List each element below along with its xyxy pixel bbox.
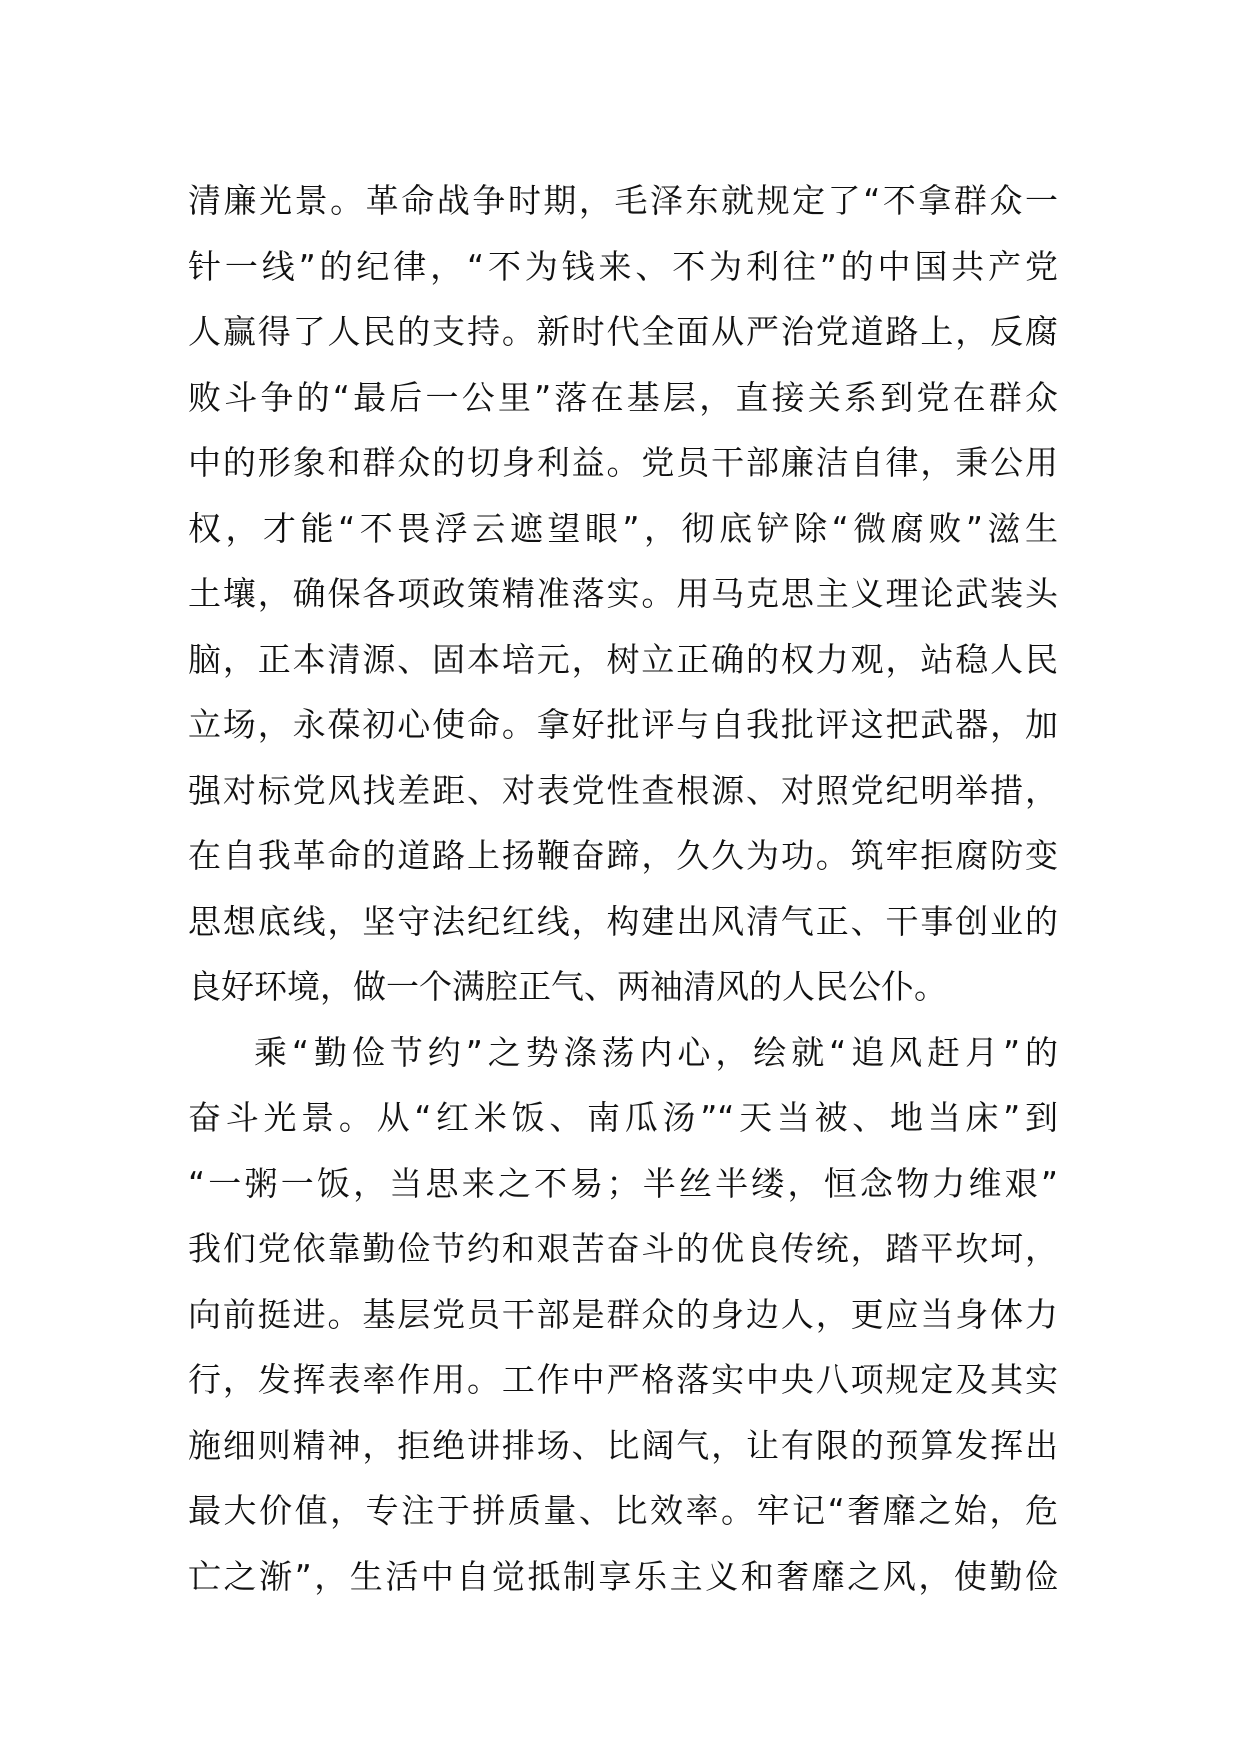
- text-line: 中的形象和群众的切身利益。党员干部廉洁自律，秉公用: [188, 443, 1058, 482]
- text-line: 亡之渐”，生活中自觉抵制享乐主义和奢靡之风，使勤俭: [188, 1556, 1058, 1596]
- text-line: 立场，永葆初心使命。拿好批评与自我批评这把武器，加: [188, 705, 1058, 744]
- text-line: 思想底线，坚守法纪红线，构建出风清气正、干事创业的: [188, 901, 1058, 941]
- paragraph-integrity: [188, 168, 1058, 1020]
- text-line: 清廉光景。革命战争时期，毛泽东就规定了“不拿群众一: [188, 181, 1058, 220]
- text-line: 良好环境，做一个满腔正气、两袖清风的人民公仆。: [188, 967, 947, 1006]
- text-line: 乘“勤俭节约”之势涤荡内心，绘就“追风赶月”的: [254, 1032, 1058, 1072]
- text-line: 最大价值，专注于拼质量、比效率。牢记“奢靡之始，危: [188, 1491, 1058, 1530]
- text-line: 我们党依靠勤俭节约和艰苦奋斗的优良传统，踏平坎坷，: [188, 1229, 1058, 1268]
- text-line: 针一线”的纪律，“不为钱来、不为利往”的中国共产党: [188, 246, 1058, 286]
- text-line: 奋斗光景。从“红米饭、南瓜汤”“天当被、地当床”到: [188, 1098, 1058, 1137]
- paragraph-frugality: [188, 1020, 1058, 1610]
- text-line: 强对标党风找差距、对表党性查根源、对照党纪明举措，: [188, 770, 1058, 810]
- text-line: 土壤，确保各项政策精准落实。用马克思主义理论武装头: [188, 574, 1058, 613]
- text-line: 向前挺进。基层党员干部是群众的身边人，更应当身体力: [188, 1294, 1058, 1334]
- body-text: [188, 168, 1058, 1609]
- text-line: 在自我革命的道路上扬鞭奋蹄，久久为功。筑牢拒腐防变: [188, 836, 1058, 875]
- text-line: 行，发挥表率作用。工作中严格落实中央八项规定及其实: [188, 1360, 1058, 1399]
- text-line: 施细则精神，拒绝讲排场、比阔气，让有限的预算发挥出: [188, 1425, 1058, 1465]
- text-line: 人赢得了人民的支持。新时代全面从严治党道路上，反腐: [188, 312, 1058, 351]
- text-line: “一粥一饭，当思来之不易；半丝半缕，恒念物力维艰”: [188, 1163, 1058, 1203]
- text-line: 败斗争的“最后一公里”落在基层，直接关系到党在群众: [188, 377, 1058, 417]
- text-line: 权，才能“不畏浮云遮望眼”，彻底铲除“微腐败”滋生: [188, 508, 1058, 548]
- text-line: 脑，正本清源、固本培元，树立正确的权力观，站稳人民: [188, 639, 1058, 679]
